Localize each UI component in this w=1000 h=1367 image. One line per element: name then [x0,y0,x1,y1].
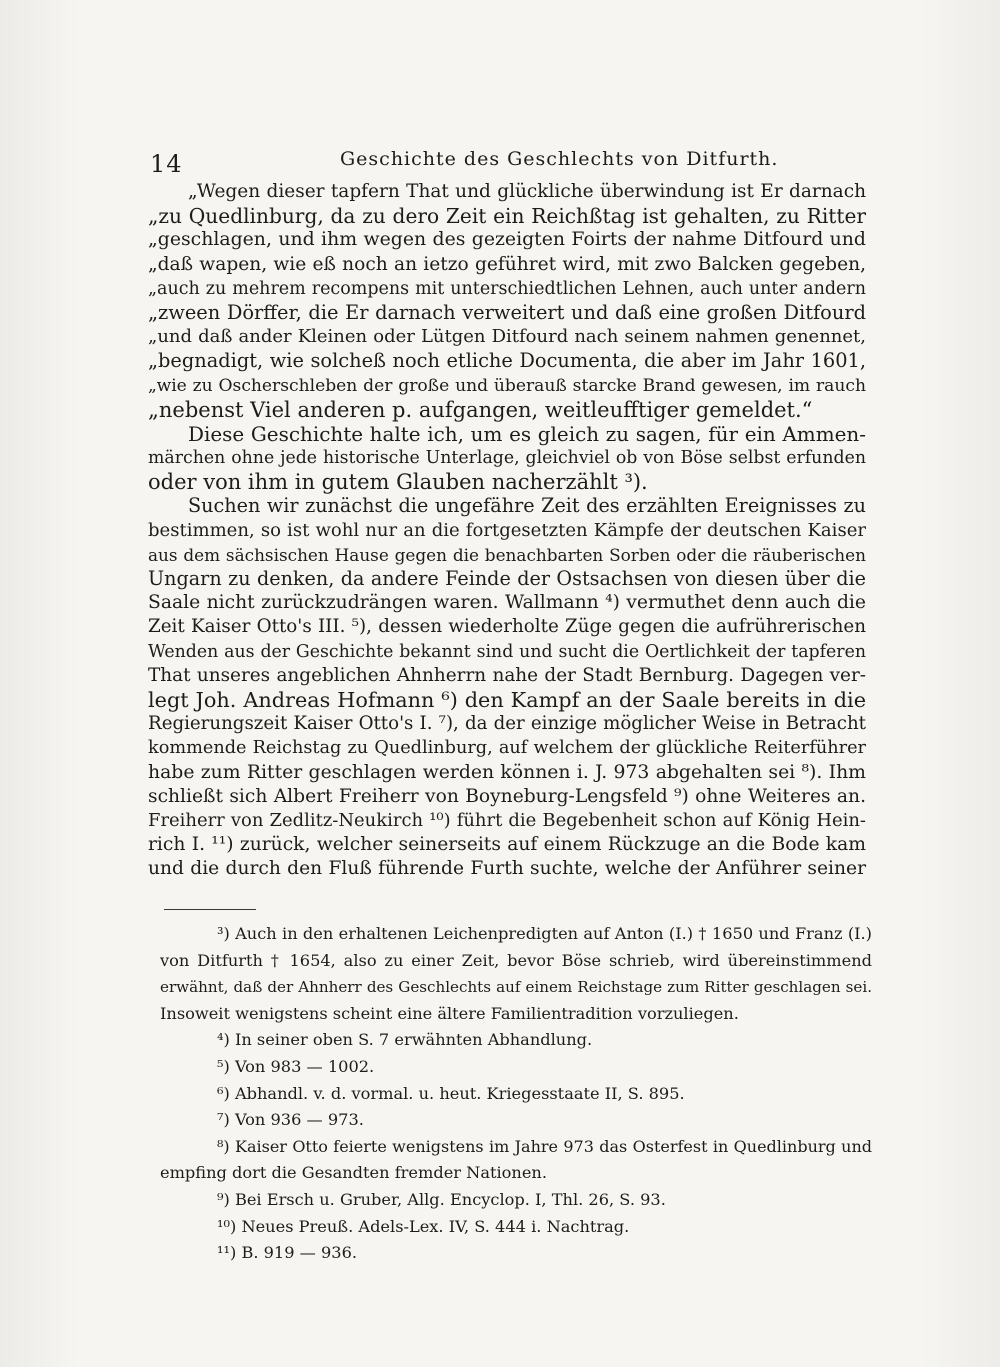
body-line: habe zum Ritter geschlagen werden können i. J. 973 abgehalten sei ⁸). Ihm [148,761,866,783]
footnote-line: ⁴) In seiner oben S. 7 erwähnten Abhandlung. [217,1030,593,1050]
body-line: „begnadigt, wie solcheß noch etliche Documenta, die aber im Jahr 1601, [148,349,866,373]
footnote-line: ⁵) Von 983 — 1002. [217,1056,375,1076]
body-line: rich I. ¹¹) zurück, welcher seinerseits auf einem Rückzuge an die Bode kam [148,834,866,856]
body-line: „nebenst Viel anderen p. aufgangen, weitleufftiger gemeldet.“ [148,397,813,422]
body-line: märchen ohne jede historische Unterlage, gleichviel ob von Böse selbst erfunden [148,448,866,469]
footnote-line: ¹⁰) Neues Preuß. Adels-Lex. IV, S. 444 i. Nachtrag. [217,1216,630,1236]
body-line: Regierungszeit Kaiser Otto's I. ⁷), da der einzige möglicher Weise in Betracht [148,713,866,735]
footnote-line: ⁹) Bei Ersch u. Gruber, Allg. Encyclop. I, Thl. 26, S. 93. [217,1189,666,1209]
footnote-line: empfing dort die Gesandten fremder Nationen. [160,1163,547,1183]
body-line: „wie zu Oscherschleben der große und überauß starcke Brand gewesen, im rauch [148,375,866,396]
body-line: oder von ihm in gutem Glauben nacherzählt ³). [148,470,648,495]
body-line: „und daß ander Kleinen oder Lütgen Ditfourd nach seinem nahmen genennet, [148,326,866,348]
footnote-divider [164,909,256,910]
body-line: Ungarn zu denken, da andere Feinde der Ostsachsen von diesen über die [148,567,866,590]
body-line: „zu Quedlinburg, da zu dero Zeit ein Reichßtag ist gehalten, zu Ritter [148,204,866,229]
body-line: „Wegen dieser tapfern That und glückliche überwindung ist Er darnach [188,181,866,202]
body-line: Zeit Kaiser Otto's III. ⁵), dessen wiederholte Züge gegen die aufrührerischen [148,616,866,638]
body-line: Wenden aus der Geschichte bekannt sind und sucht die Oertlichkeit der tapferen [148,641,866,662]
body-line: und die durch den Fluß führende Furth suchte, welche der Anführer seiner [148,858,866,880]
footnotes [160,921,872,1267]
body-line: That unseres angeblichen Ahnherrn nahe der Stadt Bernburg. Dagegen ver- [148,664,866,686]
body-line: Diese Geschichte halte ich, um es gleich zu sagen, für ein Ammen- [188,421,866,446]
body-line: Suchen wir zunächst die ungefähre Zeit des erzählten Ereignisses zu [188,494,866,518]
footnote-line: ¹¹) B. 919 — 936. [217,1243,358,1263]
page-number: 14 [150,150,183,178]
body-text [148,180,866,881]
body-line: Freiherr von Zedlitz-Neukirch ¹⁰) führt die Begebenheit schon auf König Hein- [148,809,866,831]
footnote-line: ³) Auch in den erhaltenen Leichenpredigten auf Anton (I.) † 1650 und Franz (I.) [217,924,872,943]
footnote-line: erwähnt, daß der Ahnherr des Geschlechts auf einem Reichstage zum Ritter geschlagen sei. [160,978,872,997]
body-line: „zween Dörffer, die Er darnach verweitert und daß eine großen Ditfourd [148,300,866,324]
body-line: „auch zu mehrem recompens mit unterschiedtlichen Lehnen, auch unter andern [148,278,866,299]
body-line: „geschlagen, und ihm wegen des gezeigten Foirts der nahme Ditfourd und [148,229,866,251]
body-line: schließt sich Albert Freiherr von Boyneburg-Lengsfeld ⁹) ohne Weiteres an. [148,785,866,807]
body-line: aus dem sächsischen Hause gegen die benachbarten Sorben oder die räuberischen [148,544,866,565]
footnote-line: ⁷) Von 936 — 973. [217,1110,364,1130]
footnote-line: von Ditfurth † 1654, also zu einer Zeit, bevor Böse schrieb, wird übereinstimmend [160,950,872,970]
footnote-line: ⁸) Kaiser Otto feierte wenigstens im Jahre 973 das Osterfest in Quedlinburg und [217,1136,872,1156]
body-line: Saale nicht zurückzudrängen waren. Wallmann ⁴) vermuthet denn auch die [148,592,866,614]
footnote-line: Insoweit wenigstens scheint eine ältere Familientradition vorzuliegen. [160,1003,739,1023]
footnote-line: ⁶) Abhandl. v. d. vormal. u. heut. Kriegesstaate II, S. 895. [217,1083,685,1103]
body-line: kommende Reichstag zu Quedlinburg, auf welchem der glückliche Reiterführer [148,738,866,759]
running-title: Geschichte des Geschlechts von Ditfurth. [340,148,779,170]
body-line: bestimmen, so ist wohl nur an die fortgesetzten Kämpfe der deutschen Kaiser [148,519,866,541]
body-line: legt Joh. Andreas Hofmann ⁶) den Kampf an der Saale bereits in die [148,687,866,712]
body-line: „daß wapen, wie eß noch an ietzo geführet wird, mit zwo Balcken gegeben, [148,253,866,275]
